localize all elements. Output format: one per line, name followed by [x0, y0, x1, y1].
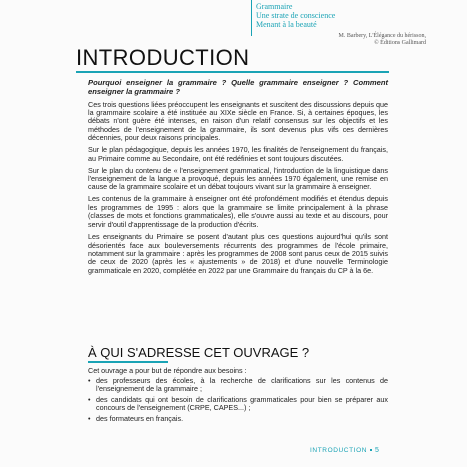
epigraph-source [256, 33, 426, 47]
body-text [88, 79, 388, 279]
list-item-text: des formateurs en français. [96, 413, 184, 423]
title-underline [76, 71, 389, 73]
section-title: À QUI S'ADRESSE CET OUVRAGE ? [88, 345, 310, 360]
bullet-icon: • [88, 375, 91, 385]
epigraph-line: Grammaire [256, 2, 293, 11]
epigraph-source-line: © Éditions Gallimard [374, 40, 426, 46]
epigraph-rule [251, 0, 252, 36]
bullet-icon: • [88, 413, 91, 423]
epigraph-line: Une strate de conscience [256, 11, 336, 20]
section-underline [88, 361, 168, 363]
list-item [88, 415, 388, 424]
list-item [88, 377, 388, 394]
list-item-text: des candidats qui ont besoin de clarifications grammaticales pour bien se préparer aux concours de l'enseignement (CRPE, CAPES...) ; [96, 394, 388, 413]
epigraph [256, 2, 436, 47]
paragraph: Sur le plan pédagogique, depuis les années 1970, les finalités de l'enseignement du français, au Primaire comme au Secondaire, ont été redéfinies et sont toujours discutées. [88, 145, 388, 163]
paragraph: Les enseignants du Primaire se posent d'autant plus ces questions aujourd'hui qu'ils sont désorientés face aux bouleversements récurrents des programmes de l'école primaire, notamment sur la grammaire : après les programmes de 2008 sont parus ceux de 2015 suivis de ceux de 2020 (après les « ajustements » de 2018) et d'une nouvelle Terminologie grammaticale en 2020, complétée en 2022 par une Grammaire du français du CP à la 6e. [88, 232, 388, 275]
running-header: INTRODUCTION [310, 447, 368, 454]
list-item-text: des professeurs des écoles, à la recherche de clarifications sur les contenus de l'enseignement de la grammaire ; [96, 375, 388, 394]
bullet-list [88, 377, 388, 424]
section-intro: Cet ouvrage a pour but de répondre aux besoins : [88, 366, 247, 375]
page-number: 5 [375, 447, 380, 454]
paragraph: Sur le plan du contenu de « l'enseignement grammatical, l'introduction de la linguistique dans l'enseignement de la langue a provoqué, depuis les années 1970 également, une remise en cause de la grammaire scolaire et un débat toujours vivant sur la grammaire à enseigner. [88, 165, 388, 192]
page-footer [310, 447, 380, 454]
epigraph-source-line: M. Barbery, L'Élégance du hérisson, [338, 33, 426, 39]
epigraph-line: Menant à la beauté [256, 20, 317, 29]
page-title: INTRODUCTION [76, 45, 250, 70]
bullet-icon: • [88, 394, 91, 404]
footer-separator-icon [370, 449, 372, 451]
paragraph: Les contenus de la grammaire à enseigner ont été profondément modifiés et étendus depuis les programmes de 1995 : alors que la grammaire se limite principalement à la phrase (classes de mots et fonctions grammaticales), elle s'ouvre aussi au texte et au discours, pour servir d'outil d'apprentissage de la production d'écrits. [88, 194, 388, 229]
intro-question: Pourquoi enseigner la grammaire ? Quelle grammaire enseigner ? Comment enseigner la grammaire ? [88, 78, 388, 96]
section-body [88, 367, 388, 426]
paragraph: Ces trois questions liées préoccupent les enseignants et suscitent des discussions depuis que la grammaire scolaire a été instituée au XIXe siècle en France. Si, à certaines époques, les débats n'ont guère été intenses, en raison d'un relatif consensus sur les objectifs et les méthodes de l'enseignement de la grammaire, ils sont devenus plus vifs ces dernières décennies, pour deux raisons principales. [88, 99, 388, 143]
list-item [88, 396, 388, 413]
